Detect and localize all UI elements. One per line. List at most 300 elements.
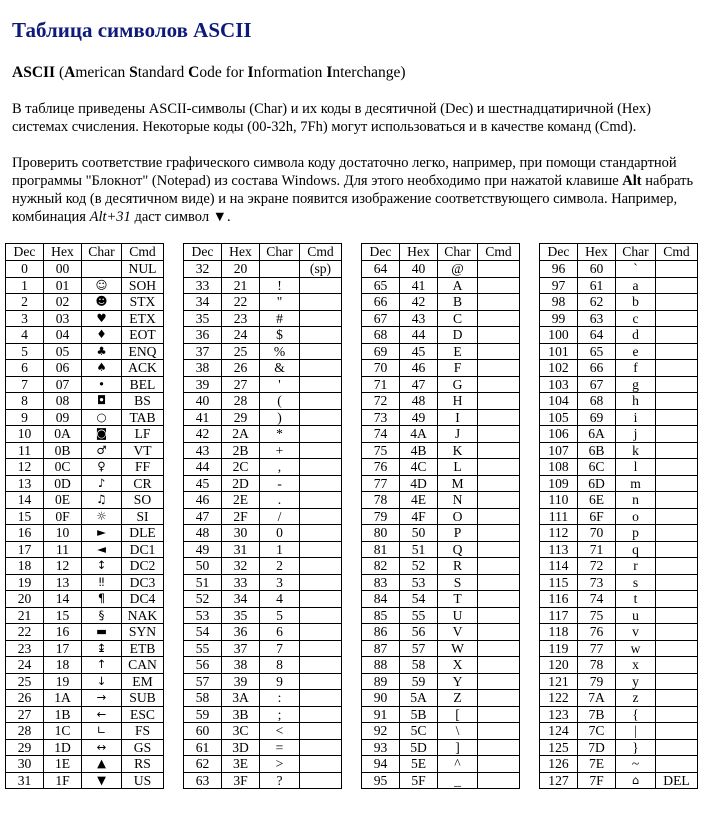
table-row: [184, 756, 342, 773]
hex-cell: 3A: [222, 690, 260, 707]
char-cell: C: [438, 310, 478, 327]
char-cell: ▼: [82, 772, 122, 789]
table-row: [184, 393, 342, 410]
char-cell: $: [260, 327, 300, 344]
cmd-cell: [300, 277, 342, 294]
dec-cell: 80: [362, 525, 400, 542]
char-cell: O: [438, 508, 478, 525]
char-cell: ~: [616, 756, 656, 773]
hex-cell: 64: [578, 327, 616, 344]
cmd-cell: [300, 541, 342, 558]
dec-cell: 103: [540, 376, 578, 393]
hex-cell: 1F: [44, 772, 82, 789]
hex-cell: 02: [44, 294, 82, 311]
cmd-cell: [656, 343, 698, 360]
hex-cell: 51: [400, 541, 438, 558]
char-cell: [82, 261, 122, 278]
table-row: [184, 723, 342, 740]
column-header-cmd: Cmd: [300, 244, 342, 261]
ascii-table-96-127: [539, 243, 698, 789]
dec-cell: 46: [184, 492, 222, 509]
char-cell: ⌂: [616, 772, 656, 789]
table-row: [6, 277, 164, 294]
table-row: [362, 343, 520, 360]
char-cell: g: [616, 376, 656, 393]
dec-cell: 2: [6, 294, 44, 311]
char-cell: (: [260, 393, 300, 410]
table-row: [184, 624, 342, 641]
hex-cell: 1C: [44, 723, 82, 740]
char-cell: V: [438, 624, 478, 641]
dec-cell: 76: [362, 459, 400, 476]
hex-cell: 5A: [400, 690, 438, 707]
table-row: [184, 310, 342, 327]
hex-cell: 3F: [222, 772, 260, 789]
table-header-row: [362, 244, 520, 261]
char-cell: [260, 261, 300, 278]
dec-cell: 52: [184, 591, 222, 608]
hex-cell: 1E: [44, 756, 82, 773]
cmd-cell: [656, 442, 698, 459]
ascii-table-32-63: [183, 243, 342, 789]
table-row: [362, 492, 520, 509]
cmd-cell: [656, 426, 698, 443]
char-cell: §: [82, 607, 122, 624]
char-cell: ♂: [82, 442, 122, 459]
char-cell: b: [616, 294, 656, 311]
cmd-cell: [656, 739, 698, 756]
cmd-cell: [300, 739, 342, 756]
hex-cell: 15: [44, 607, 82, 624]
char-cell: 6: [260, 624, 300, 641]
hex-cell: 48: [400, 393, 438, 410]
char-cell: ◄: [82, 541, 122, 558]
char-cell: 7: [260, 640, 300, 657]
table-header-row: [6, 244, 164, 261]
cmd-cell: LF: [122, 426, 164, 443]
table-row: [540, 442, 698, 459]
char-cell: ↕: [82, 558, 122, 575]
cmd-cell: [656, 624, 698, 641]
hex-cell: 76: [578, 624, 616, 641]
hex-cell: 50: [400, 525, 438, 542]
dec-cell: 12: [6, 459, 44, 476]
cmd-cell: [478, 772, 520, 789]
table-row: [362, 706, 520, 723]
table-row: [362, 277, 520, 294]
table-row: [540, 706, 698, 723]
char-cell: q: [616, 541, 656, 558]
table-row: [362, 640, 520, 657]
cmd-cell: ESC: [122, 706, 164, 723]
dec-cell: 98: [540, 294, 578, 311]
hex-cell: 05: [44, 343, 82, 360]
table-row: [362, 426, 520, 443]
table-row: [184, 673, 342, 690]
dec-cell: 85: [362, 607, 400, 624]
cmd-cell: [656, 459, 698, 476]
instructions-text-middle: набрать нужный код (в десятичном виде) и на экране появится изображение соответствующего символа. Например, комбинация: [12, 173, 694, 225]
dec-cell: 23: [6, 640, 44, 657]
intro-paragraph: В таблице приведены ASCII-символы (Char) и их коды в десятичной (Dec) и шестнадцатиричной (Hex) системах счисления. Некоторые коды (00-32h, 7Fh) могут использоваться и в качестве команд (Cmd).: [12, 101, 651, 135]
cmd-cell: SOH: [122, 277, 164, 294]
column-header-cmd: Cmd: [656, 244, 698, 261]
cmd-cell: SYN: [122, 624, 164, 641]
table-row: [362, 723, 520, 740]
cmd-cell: ETX: [122, 310, 164, 327]
cmd-cell: [300, 376, 342, 393]
hex-cell: 4B: [400, 442, 438, 459]
table-row: [6, 376, 164, 393]
cmd-cell: [656, 393, 698, 410]
char-cell: &: [260, 360, 300, 377]
column-header-cmd: Cmd: [122, 244, 164, 261]
char-cell: =: [260, 739, 300, 756]
key-combination: Alt+31: [89, 209, 131, 225]
char-cell: ♪: [82, 475, 122, 492]
table-row: [184, 492, 342, 509]
cmd-cell: [478, 574, 520, 591]
dec-cell: 45: [184, 475, 222, 492]
cmd-cell: [300, 756, 342, 773]
dec-cell: 108: [540, 459, 578, 476]
cmd-cell: [656, 706, 698, 723]
hex-cell: 12: [44, 558, 82, 575]
dec-cell: 57: [184, 673, 222, 690]
table-row: [184, 294, 342, 311]
table-row: [362, 541, 520, 558]
table-row: [6, 657, 164, 674]
char-cell: ]: [438, 739, 478, 756]
dec-cell: 24: [6, 657, 44, 674]
char-cell: 9: [260, 673, 300, 690]
cmd-cell: [656, 723, 698, 740]
cmd-cell: [478, 640, 520, 657]
char-cell: k: [616, 442, 656, 459]
hex-cell: 21: [222, 277, 260, 294]
cmd-cell: [656, 475, 698, 492]
instructions-text-start: Проверить соответствие графического символа коду достаточно легко, например, при помощи стандартной программы "Блокнот" (Notepad) из состава Windows. Для этого необходимо при нажатой клавише: [12, 155, 677, 189]
hex-cell: 16: [44, 624, 82, 641]
table-row: [540, 426, 698, 443]
cmd-cell: [478, 690, 520, 707]
hex-cell: 6F: [578, 508, 616, 525]
cmd-cell: [478, 558, 520, 575]
cmd-cell: DLE: [122, 525, 164, 542]
dec-cell: 72: [362, 393, 400, 410]
cmd-cell: [656, 525, 698, 542]
char-cell: B: [438, 294, 478, 311]
dec-cell: 109: [540, 475, 578, 492]
table-row: [184, 541, 342, 558]
hex-cell: 46: [400, 360, 438, 377]
cmd-cell: [300, 360, 342, 377]
table-row: [184, 772, 342, 789]
char-cell: ☺: [82, 277, 122, 294]
subtitle-acronym: ASCII: [12, 64, 56, 81]
hex-cell: 2A: [222, 426, 260, 443]
char-cell: 5: [260, 607, 300, 624]
dec-cell: 116: [540, 591, 578, 608]
char-cell: [: [438, 706, 478, 723]
dec-cell: 113: [540, 541, 578, 558]
char-cell: ↑: [82, 657, 122, 674]
cmd-cell: [478, 475, 520, 492]
ascii-table-64-95: [361, 243, 520, 789]
char-cell: \: [438, 723, 478, 740]
cmd-cell: FF: [122, 459, 164, 476]
table-row: [6, 525, 164, 542]
cmd-cell: [478, 607, 520, 624]
subtitle-part: (: [55, 64, 65, 81]
char-cell: I: [438, 409, 478, 426]
dec-cell: 92: [362, 723, 400, 740]
hex-cell: 11: [44, 541, 82, 558]
dec-cell: 30: [6, 756, 44, 773]
dec-cell: 86: [362, 624, 400, 641]
hex-cell: 2D: [222, 475, 260, 492]
dec-cell: 55: [184, 640, 222, 657]
table-row: [6, 591, 164, 608]
hex-cell: 4E: [400, 492, 438, 509]
char-cell: J: [438, 426, 478, 443]
table-row: [184, 409, 342, 426]
cmd-cell: [656, 640, 698, 657]
hex-cell: 6B: [578, 442, 616, 459]
table-row: [184, 607, 342, 624]
hex-cell: 61: [578, 277, 616, 294]
hex-cell: 38: [222, 657, 260, 674]
ascii-table-0-31: [5, 243, 164, 789]
hex-cell: 1A: [44, 690, 82, 707]
table-row: [362, 690, 520, 707]
cmd-cell: [656, 294, 698, 311]
column-header-dec: Dec: [6, 244, 44, 261]
cmd-cell: GS: [122, 739, 164, 756]
hex-cell: 79: [578, 673, 616, 690]
table-row: [184, 739, 342, 756]
char-cell: a: [616, 277, 656, 294]
cmd-cell: EOT: [122, 327, 164, 344]
dec-cell: 49: [184, 541, 222, 558]
char-cell: L: [438, 459, 478, 476]
table-row: [362, 508, 520, 525]
cmd-cell: SI: [122, 508, 164, 525]
dec-cell: 47: [184, 508, 222, 525]
hex-cell: 62: [578, 294, 616, 311]
cmd-cell: [478, 459, 520, 476]
char-cell: _: [438, 772, 478, 789]
hex-cell: 40: [400, 261, 438, 278]
hex-cell: 35: [222, 607, 260, 624]
dec-cell: 119: [540, 640, 578, 657]
hex-cell: 67: [578, 376, 616, 393]
table-row: [540, 607, 698, 624]
dec-cell: 62: [184, 756, 222, 773]
hex-cell: 7B: [578, 706, 616, 723]
cmd-cell: NUL: [122, 261, 164, 278]
dec-cell: 69: [362, 343, 400, 360]
hex-cell: 75: [578, 607, 616, 624]
hex-cell: 71: [578, 541, 616, 558]
char-cell: ‼: [82, 574, 122, 591]
table-row: [184, 574, 342, 591]
cmd-cell: DEL: [656, 772, 698, 789]
dec-cell: 27: [6, 706, 44, 723]
dec-cell: 50: [184, 558, 222, 575]
cmd-cell: [656, 327, 698, 344]
char-cell: ←: [82, 706, 122, 723]
char-cell: {: [616, 706, 656, 723]
dec-cell: 71: [362, 376, 400, 393]
table-row: [540, 657, 698, 674]
cmd-cell: DC3: [122, 574, 164, 591]
table-row: [184, 327, 342, 344]
char-cell: F: [438, 360, 478, 377]
dec-cell: 11: [6, 442, 44, 459]
dec-cell: 54: [184, 624, 222, 641]
hex-cell: 29: [222, 409, 260, 426]
char-cell: m: [616, 475, 656, 492]
page-title: Таблица символов ASCII: [12, 18, 252, 42]
char-cell: ○: [82, 409, 122, 426]
dec-cell: 104: [540, 393, 578, 410]
cmd-cell: DC4: [122, 591, 164, 608]
char-cell: G: [438, 376, 478, 393]
column-header-cmd: Cmd: [478, 244, 520, 261]
cmd-cell: RS: [122, 756, 164, 773]
char-cell: D: [438, 327, 478, 344]
table-row: [184, 591, 342, 608]
dec-cell: 44: [184, 459, 222, 476]
dec-cell: 22: [6, 624, 44, 641]
char-cell: Y: [438, 673, 478, 690]
dec-cell: 118: [540, 624, 578, 641]
table-row: [540, 343, 698, 360]
table-row: [184, 426, 342, 443]
hex-cell: 1D: [44, 739, 82, 756]
cmd-cell: [656, 541, 698, 558]
hex-cell: 3B: [222, 706, 260, 723]
table-row: [362, 294, 520, 311]
hex-cell: 1B: [44, 706, 82, 723]
hex-cell: 14: [44, 591, 82, 608]
table-row: [540, 409, 698, 426]
cmd-cell: [300, 558, 342, 575]
dec-cell: 8: [6, 393, 44, 410]
char-cell: y: [616, 673, 656, 690]
subtitle-part: S: [129, 64, 138, 81]
dec-cell: 41: [184, 409, 222, 426]
cmd-cell: [478, 756, 520, 773]
char-cell: -: [260, 475, 300, 492]
hex-cell: 01: [44, 277, 82, 294]
hex-cell: 55: [400, 607, 438, 624]
table-row: [362, 261, 520, 278]
hex-cell: 6E: [578, 492, 616, 509]
instructions-text-end: даст символ ▼.: [130, 209, 231, 225]
table-row: [6, 640, 164, 657]
table-row: [184, 442, 342, 459]
table-row: [540, 508, 698, 525]
cmd-cell: [300, 607, 342, 624]
cmd-cell: [478, 360, 520, 377]
table-row: [362, 756, 520, 773]
table-row: [540, 376, 698, 393]
table-row: [540, 558, 698, 575]
table-row: [184, 360, 342, 377]
table-row: [540, 393, 698, 410]
char-cell: `: [616, 261, 656, 278]
char-cell: }: [616, 739, 656, 756]
dec-cell: 95: [362, 772, 400, 789]
table-row: [6, 541, 164, 558]
cmd-cell: ETB: [122, 640, 164, 657]
char-cell: ¶: [82, 591, 122, 608]
hex-cell: 70: [578, 525, 616, 542]
table-row: [362, 574, 520, 591]
cmd-cell: [478, 426, 520, 443]
hex-cell: 31: [222, 541, 260, 558]
char-cell: ▲: [82, 756, 122, 773]
subtitle-part: C: [188, 64, 200, 81]
char-cell: Q: [438, 541, 478, 558]
char-cell: ☻: [82, 294, 122, 311]
char-cell: <: [260, 723, 300, 740]
table-row: [362, 591, 520, 608]
char-cell: r: [616, 558, 656, 575]
cmd-cell: [656, 310, 698, 327]
dec-cell: 79: [362, 508, 400, 525]
table-row: [540, 673, 698, 690]
table-row: [6, 706, 164, 723]
cmd-cell: [478, 310, 520, 327]
dec-cell: 124: [540, 723, 578, 740]
hex-cell: 0C: [44, 459, 82, 476]
table-row: [362, 475, 520, 492]
table-row: [6, 261, 164, 278]
char-cell: +: [260, 442, 300, 459]
column-header-hex: Hex: [222, 244, 260, 261]
dec-cell: 42: [184, 426, 222, 443]
char-cell: #: [260, 310, 300, 327]
dec-cell: 43: [184, 442, 222, 459]
cmd-cell: [300, 294, 342, 311]
table-row: [184, 657, 342, 674]
cmd-cell: [300, 673, 342, 690]
dec-cell: 102: [540, 360, 578, 377]
hex-cell: 41: [400, 277, 438, 294]
char-cell: !: [260, 277, 300, 294]
hex-cell: 09: [44, 409, 82, 426]
cmd-cell: EM: [122, 673, 164, 690]
subtitle-part: I: [326, 64, 333, 81]
instructions-paragraph: [12, 154, 702, 226]
dec-cell: 10: [6, 426, 44, 443]
table-row: [6, 574, 164, 591]
cmd-cell: [656, 607, 698, 624]
dec-cell: 17: [6, 541, 44, 558]
dec-cell: 121: [540, 673, 578, 690]
dec-cell: 100: [540, 327, 578, 344]
table-row: [6, 723, 164, 740]
hex-cell: 57: [400, 640, 438, 657]
dec-cell: 74: [362, 426, 400, 443]
table-row: [540, 327, 698, 344]
table-row: [362, 310, 520, 327]
hex-cell: 5E: [400, 756, 438, 773]
dec-cell: 29: [6, 739, 44, 756]
